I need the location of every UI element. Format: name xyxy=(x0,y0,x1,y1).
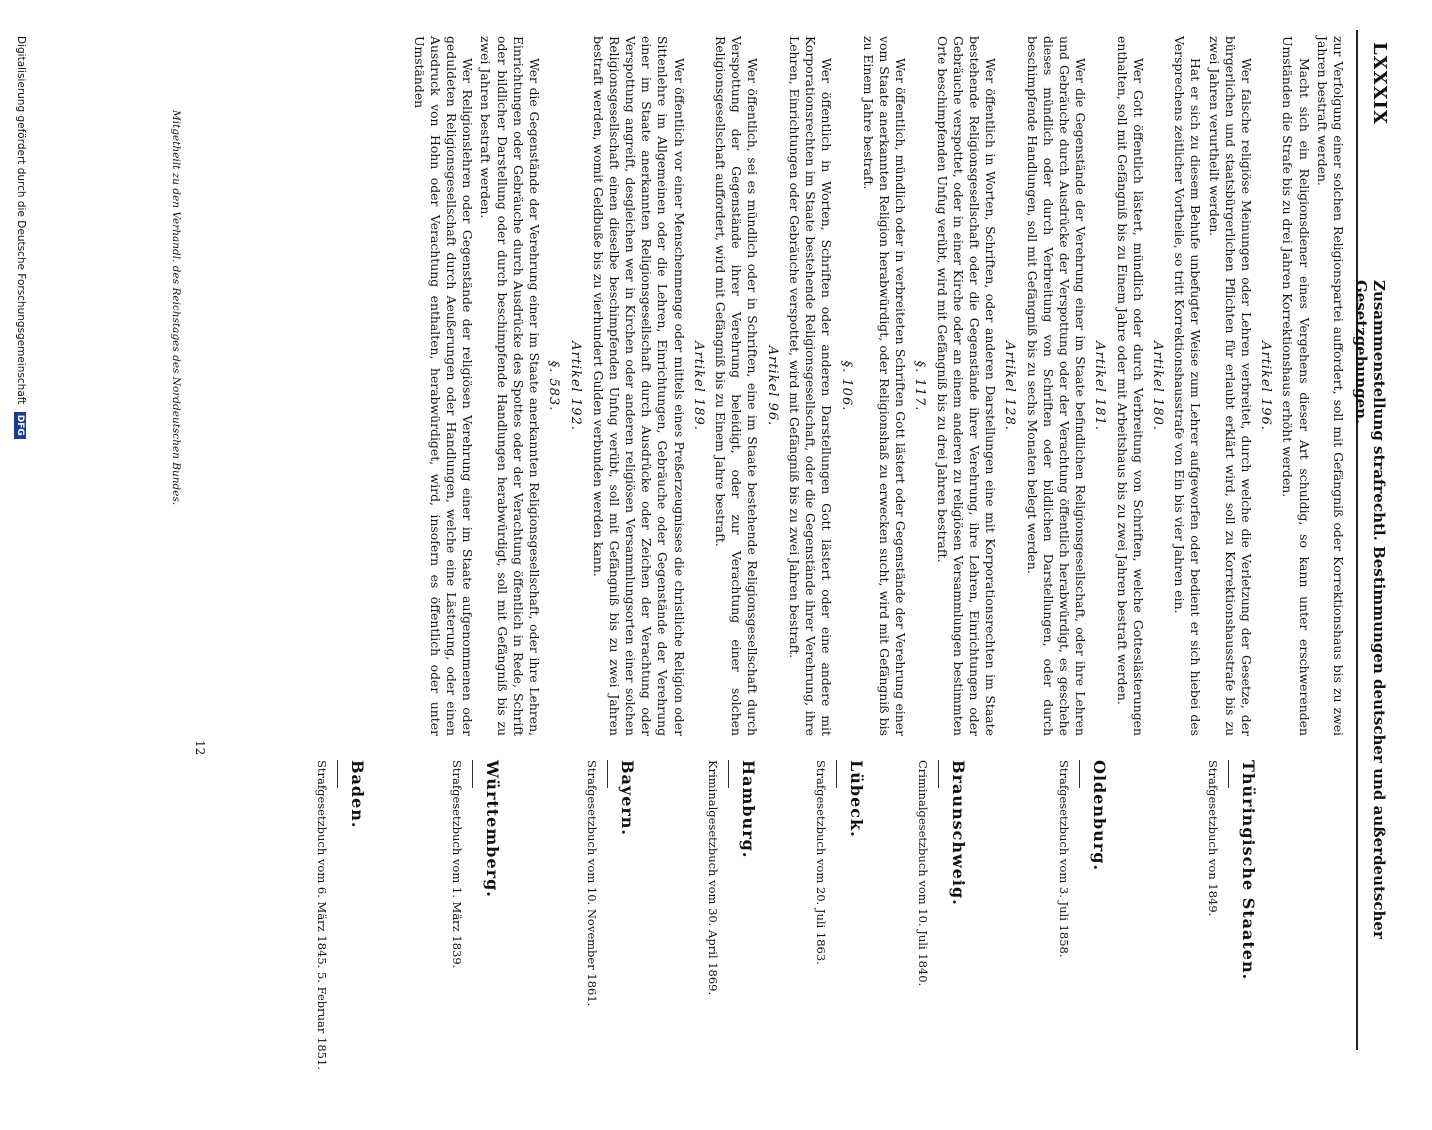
state-name: Lübeck. xyxy=(847,760,867,838)
article-heading: §. 583. xyxy=(546,360,562,412)
article-heading: Artikel 192. xyxy=(568,341,584,431)
state-name: Hamburg. xyxy=(739,760,759,859)
article-paragraph: Wer öffentlich in Worten, Schriften, oder anderen Darstellungen eine mit Korporationsrechten im Staate bestehende Religionsgesellschaft oder die Gegenstände ihrer Verehrung, ihre Lehren, Einrichtungen oder Gebräuche verspottet, oder in einer Kirche oder an einem anderen zu religiösen Versammlungen bestimmten Orte beschimpfenden Unfug verübt, wird mit Gefängniß bis zu drei Jahren bestraft. xyxy=(934,36,999,736)
article-paragraph: Wer die Gegenstände der Verehrung einer im Staate anerkannten Religionsgesellschaft, oder ihre Lehren, Einrichtungen oder Gebräuche durch Ausdrücke des Spottes oder der Verachtung öffentlich in Rede, Schrift oder bildlicher Darstellung oder durch beschimpfende Handlungen herabwürdigt, soll mit Gefängniß bis zu zwei Jahren bestraft werden. xyxy=(478,36,543,736)
article-heading: Artikel 189. xyxy=(690,341,706,431)
state-law: Strafgesetzbuch vom 6. März 1845. 5. Februar 1851. xyxy=(315,760,329,1070)
state-entry xyxy=(585,760,637,1130)
dfg-logo: DFG xyxy=(14,412,26,439)
article-paragraph: Wer Religionslehren oder Gegenstände der religiösen Verehrung einer im Staate aufgenommenen oder geduldeten Religionsgesellschaft durch Aeußerungen oder Handlungen, welche eine Lästerung, oder einen Ausdruck von Hohn oder Verachtung enthalten, herabwürdiget, wird, insofern es öffentlich oder unter Umständen xyxy=(411,36,476,736)
state-law: Strafgesetzbuch vom 1. März 1839. xyxy=(450,760,464,969)
header-title: Zusammenstellung strafrechtl. Bestimmungen deutscher und außerdeutscher Gesetzgebungen. xyxy=(1352,280,1388,939)
state-rule xyxy=(1080,760,1081,788)
state-law: Strafgesetzbuch vom 3. Juli 1858. xyxy=(1057,760,1072,958)
credit-text: Digitalisierung gefördert durch die Deutsche Forschungsgemeinschaft xyxy=(15,36,27,405)
state-rule xyxy=(337,760,338,788)
article-heading: §. 117. xyxy=(912,360,928,412)
state-rule xyxy=(938,760,939,788)
state-rule xyxy=(1228,760,1229,788)
state-entry xyxy=(815,760,867,1130)
article-heading: Artikel 180. xyxy=(1149,341,1165,431)
state-rule xyxy=(472,760,473,788)
state-law: Strafgesetzbuch von 1849. xyxy=(1206,760,1220,917)
article-paragraph: Wer Gott öffentlich lästert, mündlich oder durch Verbreitung von Schriften, welche Gotteslästerungen enthalten, soll mit Gefängniß bis zu Einem Jahre oder mit Arbeitshaus bis zu zwei Jahren bestraft werden. xyxy=(1114,36,1146,736)
state-entry xyxy=(707,760,759,1130)
intro-paragraph: Macht sich ein Religionsdiener eines Vergehens dieser Art schuldig, so kann unter erschwerenden Umständen die Strafe bis zu drei Jahren Korrektionshaus erhöht werden. xyxy=(1280,36,1312,736)
article-paragraph: Wer öffentlich vor einer Menschenmenge oder mittels eines Preßerzeugnisses die christliche Religion oder Sittenlehre im Allgemeinen oder die Lehren, Einrichtungen, Gebräuche oder Gegenstände der Verehrung einer im Staate anerkannten Religionsgesellschaft durch Ausdrücke oder Zeichen der Verachtung oder Verspottung angreift, desgleichen wer in Kirchen oder anderen religiösen Versammlungsorten einer solchen Religionsgesellschaft einen dieselbe beschimpfenden Unfug verübt, soll mit Gefängniß bis zu zwei Jahren bestraft werden, womit Geldbuße bis zu vierhundert Gulden verbunden werden kann. xyxy=(590,36,687,736)
state-name: Baden. xyxy=(348,760,367,829)
article-heading: Artikel 196. xyxy=(1258,341,1274,431)
state-rule xyxy=(837,760,838,788)
article-paragraph: Wer falsche religiöse Meinungen oder Lehren verbreitet, durch welche die Verletzung der Gesetze, der bürgerlichen und staatsbürgerlichen Pflichten für erlaubt erklärt wird, soll zu Korrektionshausstrafe bis zu zwei Jahren verurtheilt werden. xyxy=(1206,36,1254,736)
state-entry xyxy=(450,760,502,1130)
page-mark: 12 xyxy=(193,740,207,756)
page-number: LXXXIX xyxy=(1369,42,1390,125)
article-heading: Artikel 96. xyxy=(764,345,780,427)
article-heading: Artikel 181. xyxy=(1092,341,1108,431)
state-entry xyxy=(315,760,367,1130)
footnote: Mitgetheilt zu den Verhandl. des Reichstages des Norddeutschen Bundes. xyxy=(170,110,182,506)
state-rule xyxy=(729,760,730,788)
state-name: Thüringische Staaten. xyxy=(1239,760,1258,981)
state-entry xyxy=(916,760,968,1130)
state-law: Strafgesetzbuch vom 10. November 1861. xyxy=(585,760,599,1007)
state-name: Bayern. xyxy=(618,760,637,836)
state-rule xyxy=(607,760,608,788)
article-heading: Artikel 128. xyxy=(1002,341,1018,431)
state-entry xyxy=(1206,760,1258,1130)
article-paragraph: Wer öffentlich, mündlich oder in verbreiteten Schriften Gott lästert oder Gegenstände der Verehrung einer vom Staate anerkannten Religion herabwürdigt, oder Religionshaß zu erwecken sucht, wird mit Gefängniß bis zu Einem Jahre bestraft. xyxy=(860,36,909,736)
running-header xyxy=(1352,30,1398,1050)
state-name: Oldenburg. xyxy=(1090,760,1110,872)
article-paragraph: Wer öffentlich, sei es mündlich oder in Schriften, eine im Staate bestehende Religionsgesellschaft durch Verspottung der Gegenstände ihrer Verehrung beleidigt, oder zur Verachtung einer solchen Religionsgesellschaft auffordert, wird mit Gefängniß bis zu Einem Jahre bestraft. xyxy=(713,36,761,736)
state-law: Kriminalgesetzbuch vom 30. April 1869. xyxy=(706,760,721,996)
article-paragraph: Wer die Gegenstände der Verehrung einer im Staate befindlichen Religionsgesellschaft, oder ihre Lehren und Gebräuche durch Ausdrücke der Verspottung oder der Verachtung öffentlich herabwürdigt, es geschehe dieses mündlich oder durch Verbreitung von Schriften oder bildlichen Darstellungen, oder durch beschimpfende Handlungen, soll mit Gefängniß bis zu sechs Monaten belegt werden. xyxy=(1024,36,1089,736)
intro-paragraph: zur Verfolgung einer solchen Religionspartei auffordert, soll mit Gefängniß oder Korrektionshaus bis zu zwei Jahren bestraft werden. xyxy=(1314,36,1346,736)
state-name: Württemberg. xyxy=(483,760,502,898)
state-name: Braunschweig. xyxy=(948,760,968,906)
article-heading: §. 106. xyxy=(838,360,854,412)
body-text-column xyxy=(408,36,1346,736)
article-paragraph: Wer öffentlich in Worten, Schriften oder anderen Darstellungen Gott lästert oder eine andere mit Korporationsrechten im Staate bestehende Religionsgesellschaft, oder die Gegenstände ihrer Verehrung, ihre Lehren, Einrichtungen oder Gebräuche verspottet, wird mit Gefängniß bis zu zwei Jahren bestraft. xyxy=(786,36,835,736)
article-paragraph: Hat er sich zu diesem Behufe unbefugter Weise zum Lehrer aufgeworfen oder bedient er sich hiebei des Versprechens zeitlicher Vortheile, so tritt Korrektionshausstrafe von Ein bis vier Jahren ein. xyxy=(1172,36,1204,736)
state-entry xyxy=(1058,760,1110,1130)
state-law: Criminalgesetzbuch vom 10. Juli 1840. xyxy=(915,760,930,987)
digitization-credit xyxy=(14,36,27,439)
state-law: Strafgesetzbuch vom 20. Juli 1863. xyxy=(814,760,829,965)
